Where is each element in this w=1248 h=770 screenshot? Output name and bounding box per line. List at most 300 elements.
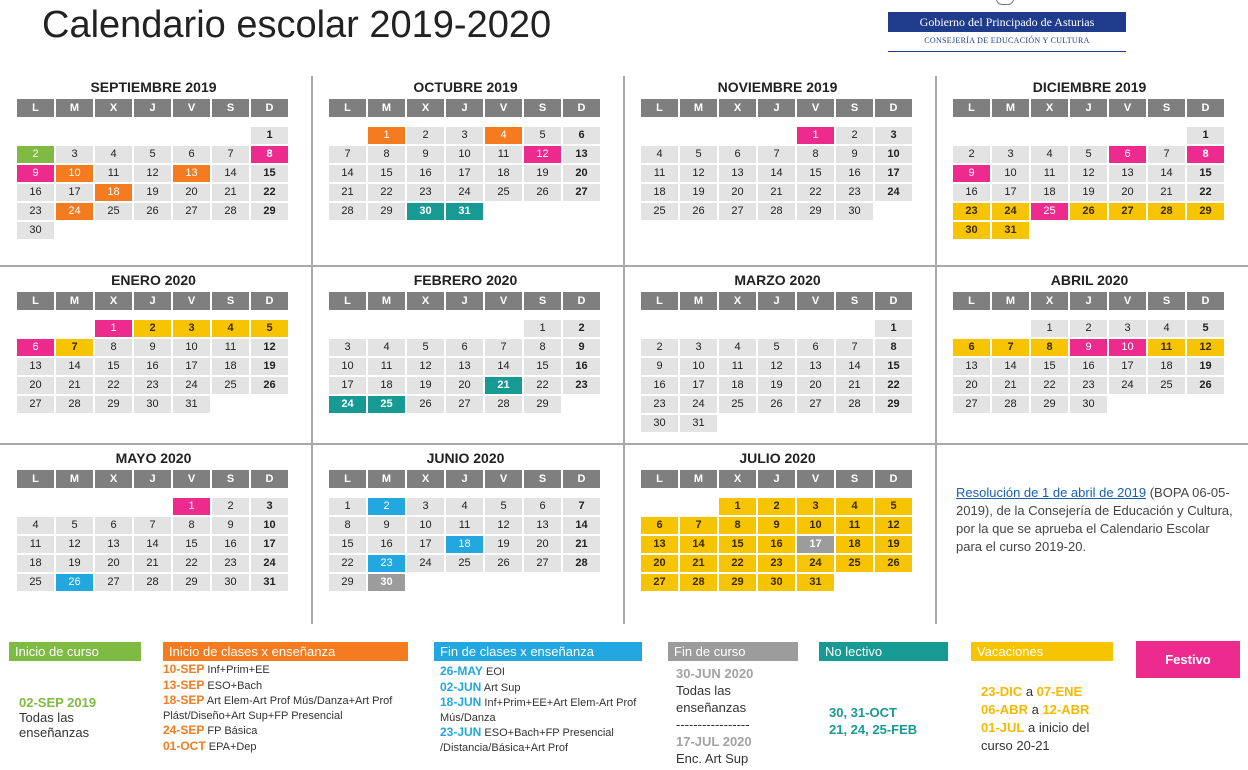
day-cell: 26 <box>524 184 561 201</box>
day-cell: 16 <box>134 358 171 375</box>
day-cell: 29 <box>875 396 912 413</box>
day-cell: 9 <box>212 517 249 534</box>
day-cell: 19 <box>680 184 717 201</box>
day-cell: 1 <box>524 320 561 337</box>
weekday-header: S <box>524 292 561 310</box>
weekday-header: S <box>212 292 249 310</box>
day-cell: 13 <box>524 517 561 534</box>
day-cell: 19 <box>56 555 93 572</box>
day-cell: 5 <box>407 339 444 356</box>
day-cell: 6 <box>1109 146 1146 163</box>
weekday-header: X <box>719 99 756 117</box>
day-cell: 12 <box>1070 165 1107 182</box>
weekday-header: M <box>56 99 93 117</box>
day-cell: 4 <box>1148 320 1185 337</box>
day-cell: 5 <box>524 127 561 144</box>
weekday-header: X <box>95 99 132 117</box>
legend-title: No lectivo <box>819 642 948 661</box>
resolution-link[interactable]: Resolución de 1 de abril de 2019 <box>956 485 1147 500</box>
day-cell: 2 <box>641 339 678 356</box>
day-cell: 17 <box>1109 358 1146 375</box>
legend-no-lectivo <box>819 642 948 738</box>
day-cell: 7 <box>329 146 366 163</box>
day-cell: 21 <box>134 555 171 572</box>
weekday-header: M <box>680 292 717 310</box>
day-cell: 16 <box>1070 358 1107 375</box>
legend-connector: a <box>1031 702 1039 717</box>
day-cell: 2 <box>563 320 600 337</box>
day-cell: 22 <box>524 377 561 394</box>
day-cell: 21 <box>485 377 522 394</box>
day-cell: 27 <box>641 574 678 591</box>
day-cell: 20 <box>524 536 561 553</box>
day-cell: 8 <box>173 517 210 534</box>
weekday-header: D <box>875 99 912 117</box>
month-calendar <box>329 273 602 413</box>
day-cell: 14 <box>134 536 171 553</box>
day-cell: 20 <box>953 377 990 394</box>
day-cell: 2 <box>953 146 990 163</box>
day-cell: 10 <box>407 517 444 534</box>
day-cell: 7 <box>56 339 93 356</box>
day-cell: 2 <box>1070 320 1107 337</box>
legend-text: a inicio del curso 20-21 <box>981 720 1090 753</box>
day-cell: 13 <box>563 146 600 163</box>
legend-dates: 21, 24, 25-FEB <box>829 722 918 737</box>
day-cell: 6 <box>641 517 678 534</box>
day-cell: 8 <box>251 146 288 163</box>
logo-underline <box>888 51 1126 52</box>
day-cell: 1 <box>1187 127 1224 144</box>
day-cell: 23 <box>134 377 171 394</box>
day-cell: 31 <box>446 203 483 220</box>
day-cell: 25 <box>641 203 678 220</box>
weekday-header: X <box>95 292 132 310</box>
day-cell: 26 <box>134 203 171 220</box>
day-cell: 17 <box>680 377 717 394</box>
day-cell: 29 <box>329 574 366 591</box>
day-cell: 23 <box>953 203 990 220</box>
weekday-header: J <box>758 99 795 117</box>
weekday-header: V <box>485 292 522 310</box>
day-cell: 18 <box>446 536 483 553</box>
day-cell: 15 <box>875 358 912 375</box>
day-cell: 5 <box>758 339 795 356</box>
day-cell: 4 <box>485 127 522 144</box>
day-cell: 16 <box>641 377 678 394</box>
weekday-header: J <box>446 470 483 488</box>
weekday-header: V <box>485 99 522 117</box>
day-cell: 24 <box>797 555 834 572</box>
day-cell: 15 <box>329 536 366 553</box>
weekday-header: L <box>329 99 366 117</box>
day-cell: 3 <box>875 127 912 144</box>
day-cell: 6 <box>17 339 54 356</box>
day-cell: 24 <box>407 555 444 572</box>
weekday-header: L <box>641 99 678 117</box>
legend-date: 17-JUL 2020 <box>676 734 752 749</box>
day-cell: 22 <box>329 555 366 572</box>
weekday-header: L <box>641 292 678 310</box>
day-cell: 4 <box>368 339 405 356</box>
month-calendar <box>17 273 290 413</box>
day-cell: 9 <box>407 146 444 163</box>
month-name: SEPTIEMBRE 2019 <box>90 79 217 95</box>
day-cell: 30 <box>212 574 249 591</box>
day-cell: 20 <box>797 377 834 394</box>
day-cell: 7 <box>758 146 795 163</box>
day-cell: 29 <box>95 396 132 413</box>
weekday-header: L <box>953 99 990 117</box>
day-cell: 5 <box>485 498 522 515</box>
day-cell: 7 <box>485 339 522 356</box>
day-cell: 9 <box>134 339 171 356</box>
day-cell: 30 <box>953 222 990 239</box>
day-cell: 21 <box>563 536 600 553</box>
day-cell: 25 <box>17 574 54 591</box>
weekday-header: M <box>56 470 93 488</box>
resolution-note <box>956 484 1234 556</box>
day-cell: 11 <box>485 146 522 163</box>
day-cell: 12 <box>1187 339 1224 356</box>
day-cell: 18 <box>368 377 405 394</box>
day-cell: 21 <box>212 184 249 201</box>
day-cell: 2 <box>17 146 54 163</box>
weekday-header: L <box>17 99 54 117</box>
legend-fin-clases <box>434 642 642 755</box>
legend-title: Festivo <box>1136 641 1240 678</box>
day-cell: 10 <box>797 517 834 534</box>
day-cell: 3 <box>797 498 834 515</box>
weekday-header: X <box>95 470 132 488</box>
day-cell: 14 <box>485 358 522 375</box>
legend-separator: ----------------- <box>676 717 750 732</box>
weekday-header: D <box>1187 99 1224 117</box>
day-cell: 28 <box>758 203 795 220</box>
legend-date: 01-JUL <box>981 720 1025 735</box>
legend-item: 23-JUN ESO+Bach+FP Presencial /Distancia/Básica+Art Prof <box>440 725 614 754</box>
day-cell: 15 <box>251 165 288 182</box>
day-cell: 16 <box>758 536 795 553</box>
day-cell: 26 <box>485 555 522 572</box>
day-cell: 25 <box>1031 203 1068 220</box>
day-cell: 28 <box>1148 203 1185 220</box>
day-cell: 21 <box>992 377 1029 394</box>
weekday-header: M <box>680 99 717 117</box>
day-cell: 8 <box>1187 146 1224 163</box>
weekday-header: S <box>836 470 873 488</box>
day-cell: 8 <box>524 339 561 356</box>
day-cell: 4 <box>212 320 249 337</box>
month-name: ENERO 2020 <box>111 272 196 288</box>
column-divider <box>311 76 313 624</box>
day-cell: 23 <box>368 555 405 572</box>
column-divider <box>623 76 625 624</box>
day-cell: 4 <box>17 517 54 534</box>
day-cell: 26 <box>407 396 444 413</box>
day-cell: 12 <box>56 536 93 553</box>
resolution-text: (BOPA 06-05-2019), de la Consejería de Educación y Cultura, por la que se aprueba el Calendario Escolar para el curso 2019-20. <box>956 485 1233 554</box>
legend-item: 24-SEP FP Básica <box>163 723 258 737</box>
day-cell: 20 <box>95 555 132 572</box>
legend-date: 30-JUN 2020 <box>676 666 754 681</box>
day-cell: 11 <box>368 358 405 375</box>
day-cell: 18 <box>836 536 873 553</box>
day-cell: 8 <box>719 517 756 534</box>
day-cell: 16 <box>368 536 405 553</box>
weekday-header: D <box>875 292 912 310</box>
day-cell: 17 <box>329 377 366 394</box>
day-cell: 15 <box>1031 358 1068 375</box>
day-cell: 13 <box>641 536 678 553</box>
day-cell: 1 <box>95 320 132 337</box>
day-cell: 18 <box>485 165 522 182</box>
day-cell: 11 <box>836 517 873 534</box>
day-cell: 1 <box>173 498 210 515</box>
day-cell: 26 <box>251 377 288 394</box>
month-calendar <box>329 451 602 591</box>
weekday-header: S <box>212 99 249 117</box>
day-cell: 24 <box>992 203 1029 220</box>
weekday-header: J <box>134 99 171 117</box>
logo-name: Gobierno del Principado de Asturias <box>888 12 1126 32</box>
day-cell: 1 <box>368 127 405 144</box>
day-cell: 11 <box>17 536 54 553</box>
day-cell: 6 <box>797 339 834 356</box>
day-cell: 17 <box>875 165 912 182</box>
day-cell: 3 <box>173 320 210 337</box>
day-cell: 3 <box>407 498 444 515</box>
weekday-header: D <box>563 99 600 117</box>
day-cell: 13 <box>797 358 834 375</box>
day-cell: 26 <box>1070 203 1107 220</box>
day-cell: 20 <box>446 377 483 394</box>
day-cell: 19 <box>1187 358 1224 375</box>
day-cell: 28 <box>836 396 873 413</box>
day-cell: 22 <box>1187 184 1224 201</box>
day-cell: 15 <box>719 536 756 553</box>
weekday-header: V <box>173 292 210 310</box>
day-cell: 1 <box>251 127 288 144</box>
day-cell: 13 <box>719 165 756 182</box>
legend-text: Todas las enseñanzas <box>676 683 747 715</box>
weekday-header: X <box>407 99 444 117</box>
day-cell: 21 <box>56 377 93 394</box>
weekday-header: S <box>524 99 561 117</box>
day-cell: 16 <box>212 536 249 553</box>
day-cell: 24 <box>446 184 483 201</box>
weekday-header: S <box>212 470 249 488</box>
month-calendar <box>17 80 290 239</box>
day-cell: 26 <box>1187 377 1224 394</box>
weekday-header: S <box>1148 292 1185 310</box>
day-cell: 28 <box>563 555 600 572</box>
day-cell: 20 <box>17 377 54 394</box>
day-cell: 30 <box>1070 396 1107 413</box>
weekday-header: V <box>173 99 210 117</box>
weekday-header: V <box>485 470 522 488</box>
day-cell: 19 <box>407 377 444 394</box>
legend-festivo <box>1136 641 1240 678</box>
day-cell: 3 <box>446 127 483 144</box>
day-cell: 17 <box>56 184 93 201</box>
month-calendar <box>641 80 914 220</box>
day-cell: 13 <box>173 165 210 182</box>
day-cell: 25 <box>836 555 873 572</box>
weekday-header: L <box>17 470 54 488</box>
day-cell: 16 <box>17 184 54 201</box>
day-cell: 15 <box>797 165 834 182</box>
weekday-header: V <box>797 99 834 117</box>
day-cell: 30 <box>758 574 795 591</box>
day-cell: 23 <box>407 184 444 201</box>
legend-item: 18-SEP Art Elem-Art Prof Mús/Danza+Art Prof Plást/Diseño+Art Sup+FP Presencial <box>163 693 393 722</box>
weekday-header: S <box>1148 99 1185 117</box>
month-name: JULIO 2020 <box>739 450 816 466</box>
day-cell: 29 <box>719 574 756 591</box>
month-calendar <box>641 451 914 591</box>
day-cell: 10 <box>680 358 717 375</box>
day-cell: 15 <box>368 165 405 182</box>
day-cell: 27 <box>524 555 561 572</box>
day-cell: 26 <box>875 555 912 572</box>
day-cell: 18 <box>1148 358 1185 375</box>
day-cell: 17 <box>446 165 483 182</box>
month-name: NOVIEMBRE 2019 <box>717 79 838 95</box>
day-cell: 5 <box>251 320 288 337</box>
day-cell: 31 <box>992 222 1029 239</box>
weekday-header: L <box>329 470 366 488</box>
day-cell: 20 <box>641 555 678 572</box>
weekday-header: J <box>134 470 171 488</box>
day-cell: 22 <box>95 377 132 394</box>
day-cell: 21 <box>836 377 873 394</box>
day-cell: 10 <box>251 517 288 534</box>
day-cell: 6 <box>563 127 600 144</box>
weekday-header: L <box>641 470 678 488</box>
day-cell: 5 <box>680 146 717 163</box>
weekday-header: D <box>875 470 912 488</box>
day-cell: 27 <box>953 396 990 413</box>
month-name: ABRIL 2020 <box>1050 272 1129 288</box>
day-cell: 14 <box>836 358 873 375</box>
legend-item: 26-MAY EOI <box>440 664 505 678</box>
legend-dates: 30, 31-OCT <box>829 705 897 720</box>
row-divider <box>0 265 1248 267</box>
day-cell: 24 <box>251 555 288 572</box>
month-name: MARZO 2020 <box>734 272 821 288</box>
month-calendar <box>641 273 914 432</box>
day-cell: 4 <box>641 146 678 163</box>
day-cell: 25 <box>212 377 249 394</box>
month-name: FEBRERO 2020 <box>413 272 518 288</box>
day-cell: 17 <box>407 536 444 553</box>
day-cell: 25 <box>95 203 132 220</box>
day-cell: 4 <box>836 498 873 515</box>
day-cell: 31 <box>173 396 210 413</box>
day-cell: 21 <box>1148 184 1185 201</box>
day-cell: 9 <box>563 339 600 356</box>
day-cell: 22 <box>251 184 288 201</box>
day-cell: 13 <box>17 358 54 375</box>
day-cell: 10 <box>56 165 93 182</box>
day-cell: 19 <box>758 377 795 394</box>
day-cell: 11 <box>719 358 756 375</box>
day-cell: 6 <box>446 339 483 356</box>
legend-fin-curso <box>668 642 798 767</box>
day-cell: 10 <box>875 146 912 163</box>
day-cell: 1 <box>329 498 366 515</box>
day-cell: 20 <box>563 165 600 182</box>
weekday-header: V <box>797 470 834 488</box>
day-cell: 2 <box>758 498 795 515</box>
day-cell: 24 <box>875 184 912 201</box>
day-cell: 14 <box>758 165 795 182</box>
legend-item: 18-JUN Inf+Prim+EE+Art Elem-Art Prof Mús/Danza <box>440 695 637 724</box>
day-cell: 15 <box>524 358 561 375</box>
weekday-header: X <box>407 470 444 488</box>
day-cell: 24 <box>329 396 366 413</box>
day-cell: 10 <box>446 146 483 163</box>
day-cell: 21 <box>329 184 366 201</box>
weekday-header: S <box>836 99 873 117</box>
weekday-header: J <box>446 292 483 310</box>
day-cell: 14 <box>1148 165 1185 182</box>
legend-date: 06-ABR <box>981 702 1028 717</box>
day-cell: 11 <box>95 165 132 182</box>
day-cell: 29 <box>797 203 834 220</box>
day-cell: 19 <box>251 358 288 375</box>
day-cell: 15 <box>173 536 210 553</box>
day-cell: 30 <box>836 203 873 220</box>
day-cell: 30 <box>368 574 405 591</box>
month-calendar <box>953 80 1226 239</box>
column-divider <box>935 76 937 624</box>
day-cell: 13 <box>446 358 483 375</box>
weekday-header: D <box>251 99 288 117</box>
weekday-header: V <box>173 470 210 488</box>
day-cell: 20 <box>173 184 210 201</box>
legend-title: Fin de clases x enseñanza <box>434 642 642 661</box>
day-cell: 11 <box>641 165 678 182</box>
legend-item: 02-JUN Art Sup <box>440 679 521 694</box>
day-cell: 28 <box>56 396 93 413</box>
row-divider <box>0 443 1248 445</box>
weekday-header: J <box>446 99 483 117</box>
legend-date: 07-ENE <box>1036 684 1083 699</box>
day-cell: 9 <box>953 165 990 182</box>
day-cell: 24 <box>56 203 93 220</box>
day-cell: 9 <box>17 165 54 182</box>
day-cell: 30 <box>134 396 171 413</box>
government-logo <box>888 0 1128 56</box>
legend-title: Inicio de curso <box>9 642 141 661</box>
day-cell: 27 <box>563 184 600 201</box>
weekday-header: M <box>56 292 93 310</box>
day-cell: 4 <box>719 339 756 356</box>
day-cell: 29 <box>1187 203 1224 220</box>
day-cell: 8 <box>329 517 366 534</box>
coat-of-arms-icon <box>996 0 1014 5</box>
day-cell: 5 <box>1070 146 1107 163</box>
day-cell: 28 <box>134 574 171 591</box>
weekday-header: D <box>1187 292 1224 310</box>
day-cell: 15 <box>1187 165 1224 182</box>
legend-title: Vacaciones <box>971 642 1113 661</box>
legend-inicio-curso <box>9 642 141 740</box>
day-cell: 27 <box>719 203 756 220</box>
day-cell: 9 <box>758 517 795 534</box>
